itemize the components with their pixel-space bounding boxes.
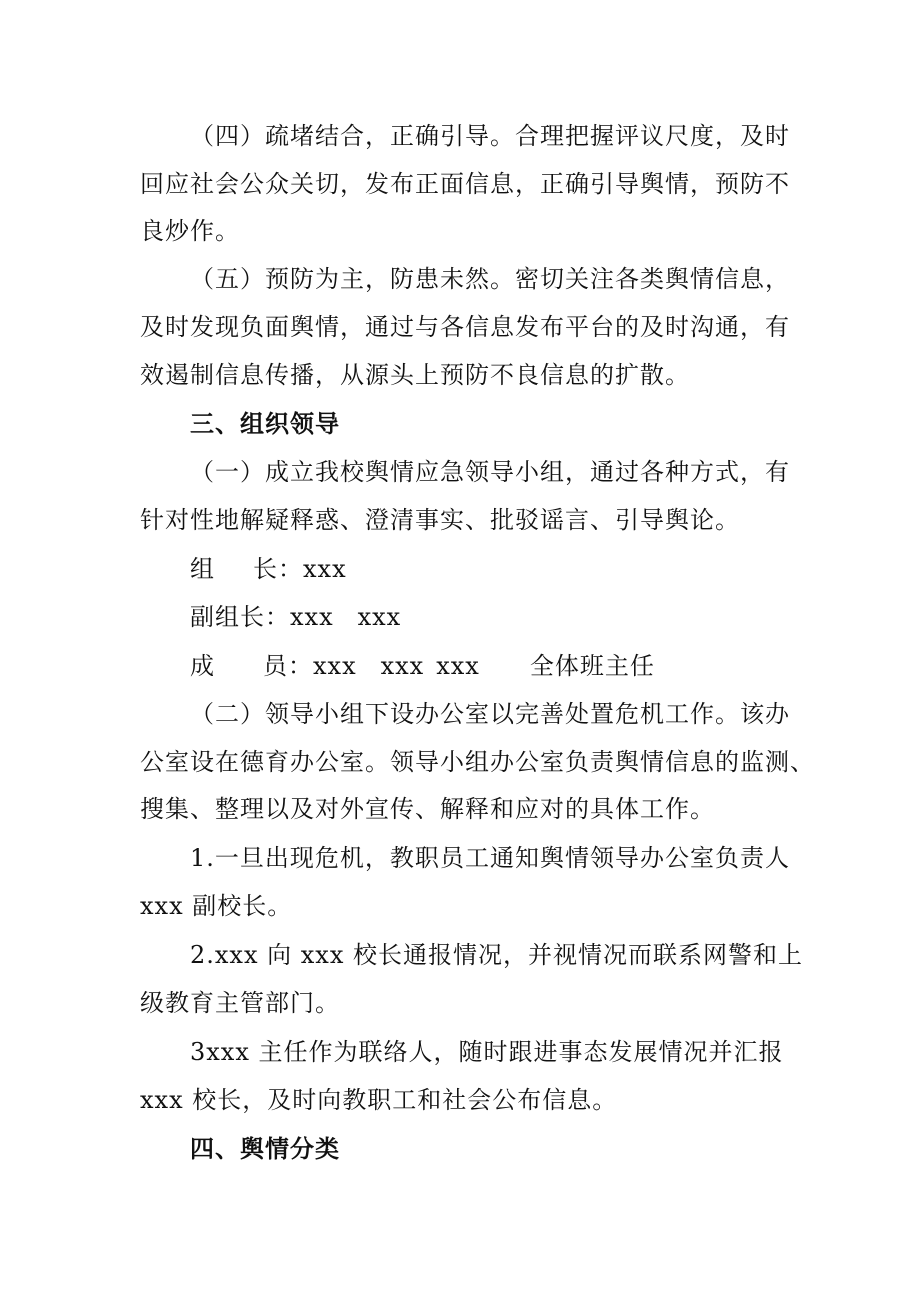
member-label-part-2: 员： (263, 652, 313, 680)
deputy-name-1: xxx (290, 603, 334, 631)
office-setup-line-3: 搜集、整理以及对外宣传、解释和应对的具体工作。 (140, 795, 715, 823)
group-establish-line-1: （一）成立我校舆情应急领导小组，通过各种方式，有 (190, 458, 790, 486)
section-five-line-3: 效遏制信息传播，从源头上预防不良信息的扩散。 (140, 361, 690, 389)
office-setup-line-2: 公室设在德育办公室。领导小组办公室负责舆情信息的监测、 (140, 748, 815, 776)
deputy-leader-row (190, 600, 790, 634)
section-five-line-1: （五）预防为主，防患未然。密切关注各类舆情信息， (190, 265, 790, 293)
leader-label-part-2: 长： (253, 555, 303, 583)
step-one-line-1: 1.一旦出现危机，教职员工通知舆情领导办公室负责人 (190, 844, 790, 872)
deputy-label: 副组长： (190, 603, 290, 631)
heading-organization-leadership: 三、组织领导 (190, 409, 340, 438)
section-four-line-3: 良炒作。 (140, 217, 240, 245)
member-all-head-teachers: 全体班主任 (529, 652, 655, 680)
step-three-line-1: 3xxx 主任作为联络人，随时跟进事态发展情况并汇报 (190, 1038, 784, 1066)
member-name-2: xxx (380, 652, 425, 680)
step-one-line-2: xxx 副校长。 (140, 892, 293, 920)
leader-label-part-1: 组 (190, 555, 215, 583)
group-establish-line-2: 针对性地解疑释惑、澄清事实、批驳谣言、引导舆论。 (140, 506, 740, 534)
member-label-part-1: 成 (190, 652, 215, 680)
member-name-3: xxx (436, 652, 480, 680)
step-two-line-1: 2.xxx 向 xxx 校长通报情况，并视情况而联系网警和上 (190, 941, 803, 969)
member-row (190, 649, 790, 683)
heading-public-opinion-classification: 四、舆情分类 (190, 1134, 340, 1163)
section-four-line-1: （四）疏堵结合，正确引导。合理把握评议尺度，及时 (190, 122, 790, 150)
leader-row (190, 552, 790, 586)
leader-name: xxx (303, 555, 347, 583)
step-three-line-2: xxx 校长，及时向教职工和社会公布信息。 (140, 1086, 618, 1114)
section-five-line-2: 及时发现负面舆情，通过与各信息发布平台的及时沟通，有 (140, 313, 790, 341)
member-name-1: xxx (313, 652, 357, 680)
deputy-name-2: xxx (357, 603, 402, 631)
office-setup-line-1: （二）领导小组下设办公室以完善处置危机工作。该办 (190, 700, 790, 728)
section-four-line-2: 回应社会公众关切，发布正面信息，正确引导舆情，预防不 (140, 170, 790, 198)
step-two-line-2: 级教育主管部门。 (140, 989, 340, 1017)
